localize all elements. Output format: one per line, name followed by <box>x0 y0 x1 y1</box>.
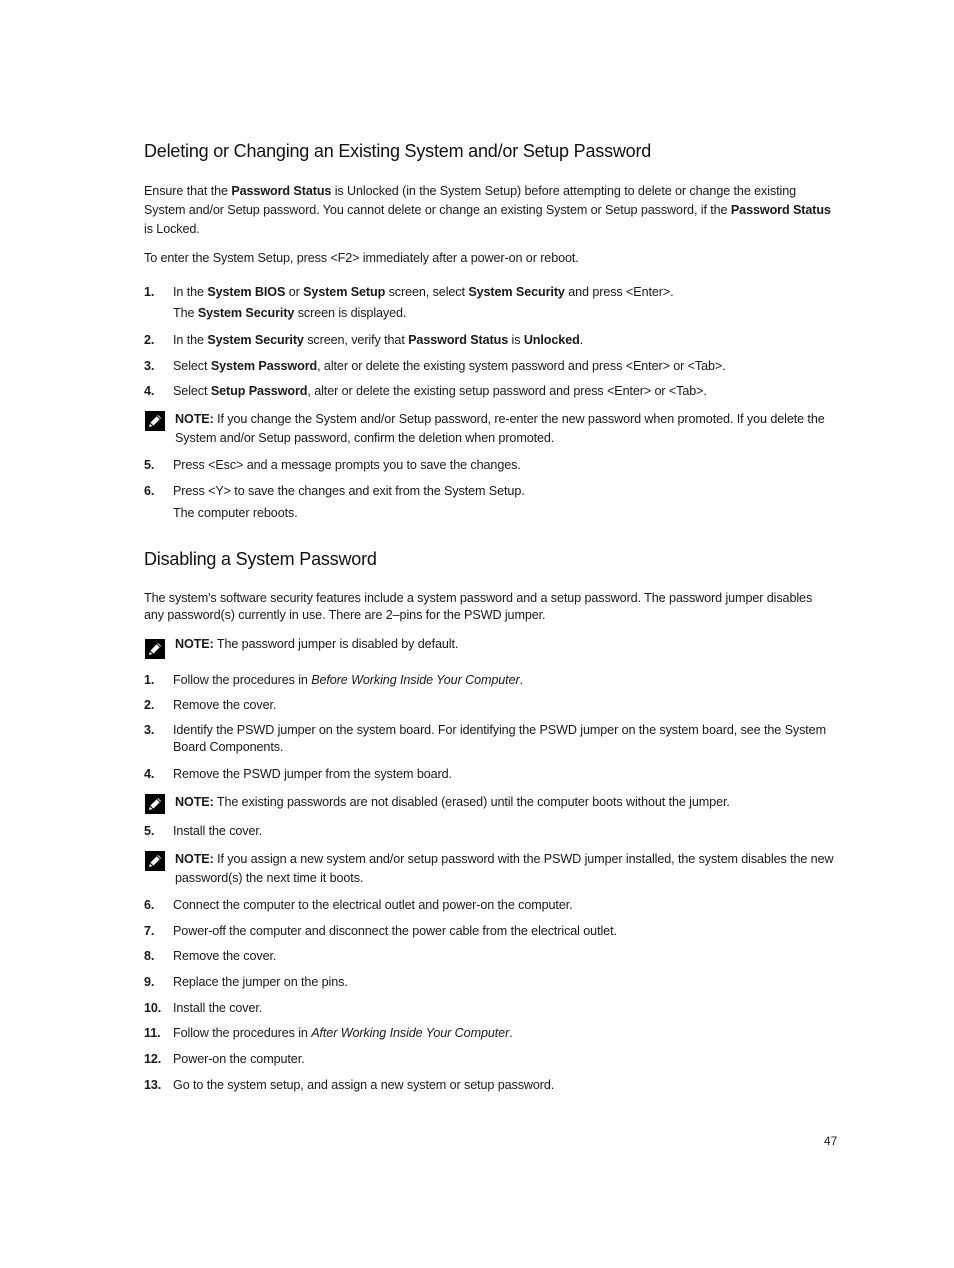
step-text <box>173 357 838 376</box>
italic-reference: After Working Inside Your Computer <box>311 1026 510 1040</box>
step-number: 5. <box>144 458 155 472</box>
step-number: 6. <box>144 898 155 912</box>
text-run: . <box>509 1026 513 1040</box>
step-number: 3. <box>144 723 155 737</box>
step-text: Remove the PSWD jumper from the system board. <box>173 767 452 781</box>
text-run: and press <Enter>. <box>564 285 674 299</box>
bold-term: System Security <box>197 306 295 320</box>
text-run: The password jumper is disabled by default. <box>213 637 459 651</box>
bold-term: Setup Password <box>210 384 308 398</box>
text-run: If you change the System and/or Setup password, re-enter the new password when promoted. If you delete the System and/or Setup password, confirm the deletion when promoted. <box>175 412 825 445</box>
section-heading-disabling-password: Disabling a System Password <box>144 549 377 569</box>
bold-term: Password Status <box>730 203 831 217</box>
step-text: Remove the cover. <box>173 698 277 712</box>
note-text <box>175 850 840 888</box>
step-text <box>173 331 838 350</box>
step-text: Install the cover. <box>173 1001 263 1015</box>
text-run: Follow the procedures in <box>173 673 312 687</box>
step-text: Power-off the computer and disconnect the power cable from the electrical outlet. <box>173 924 617 938</box>
note-label: NOTE: <box>175 795 214 809</box>
step-number: 6. <box>144 484 155 498</box>
text-run: In the <box>173 285 208 299</box>
step-text <box>173 1024 838 1043</box>
step-6-result: The computer reboots. <box>173 506 298 520</box>
step-text <box>173 283 838 302</box>
bold-term: System Password <box>210 359 318 373</box>
text-run: . <box>519 673 523 687</box>
note-text <box>175 410 840 448</box>
step-number: 4. <box>144 767 155 781</box>
text-run: screen, select <box>385 285 469 299</box>
step-number: 1. <box>144 285 155 299</box>
step-number: 13. <box>144 1078 162 1092</box>
text-run: is Unlocked (in the System Setup) before attempting to delete or change the existing System and/or Setup password. You cannot delete or change an existing System or Setup password, if the <box>144 184 797 217</box>
step-text: Go to the system setup, and assign a new system or setup password. <box>173 1078 555 1092</box>
pencil-note-icon <box>144 410 166 432</box>
step-text: Power-on the computer. <box>173 1052 305 1066</box>
step-number: 7. <box>144 924 155 938</box>
note-label: NOTE: <box>175 852 214 866</box>
text-run: screen, verify that <box>303 333 409 347</box>
bold-term: System Security <box>468 285 565 299</box>
text-run: . <box>579 333 584 347</box>
step-text: Install the cover. <box>173 824 263 838</box>
section-heading-deleting-password: Deleting or Changing an Existing System and/or Setup Password <box>144 141 652 161</box>
step-number: 5. <box>144 824 155 838</box>
intro-paragraph <box>144 182 834 239</box>
step-text: Replace the jumper on the pins. <box>173 975 348 989</box>
pencil-note-icon <box>144 793 166 815</box>
text-run: is <box>508 333 524 347</box>
bold-term: Password Status <box>408 333 509 347</box>
step-1-result <box>173 304 406 323</box>
note-label: NOTE: <box>175 412 214 426</box>
step-number: 10. <box>144 1001 162 1015</box>
text-run: screen is displayed. <box>294 306 407 320</box>
text-run: or <box>285 285 304 299</box>
bold-term: System BIOS <box>207 285 286 299</box>
text-run: In the <box>173 333 208 347</box>
text-run: , alter or delete the existing system password and press <Enter> or <Tab>. <box>317 359 726 373</box>
pencil-note-icon <box>144 850 166 872</box>
step-text: Identify the PSWD jumper on the system board. For identifying the PSWD jumper on the system board, see the System Board Components. <box>173 723 826 754</box>
text-run: If you assign a new system and/or setup password with the PSWD jumper installed, the system disables the new password(s) the next time it boots. <box>175 852 834 885</box>
step-text <box>173 671 838 690</box>
step-number: 11. <box>144 1026 161 1040</box>
text-run: Select <box>173 384 211 398</box>
bold-term: Unlocked <box>523 333 580 347</box>
text-run: Ensure that the <box>144 184 232 198</box>
text-run: The <box>173 306 198 320</box>
text-run: Select <box>173 359 211 373</box>
text-run: is Locked. <box>144 222 200 236</box>
step-number: 12. <box>144 1052 162 1066</box>
section2-intro-paragraph: The system's software security features include a system password and a setup password. The password jumper disables any password(s) currently in use. There are 2–pins for the PSWD jumper. <box>144 591 813 622</box>
text-run: , alter or delete the existing setup password and press <Enter> or <Tab>. <box>307 384 707 398</box>
bold-term: Password Status <box>231 184 332 198</box>
bold-term: System Setup <box>303 285 386 299</box>
italic-reference: Before Working Inside Your Computer <box>311 673 520 687</box>
enter-setup-paragraph: To enter the System Setup, press <F2> immediately after a power-on or reboot. <box>144 251 579 265</box>
step-number: 4. <box>144 384 155 398</box>
step-text: Press <Y> to save the changes and exit from the System Setup. <box>173 484 525 498</box>
text-run: Follow the procedures in <box>173 1026 312 1040</box>
note-text <box>175 793 840 812</box>
bold-term: System Security <box>207 333 304 347</box>
step-number: 2. <box>144 698 155 712</box>
step-text: Press <Esc> and a message prompts you to save the changes. <box>173 458 521 472</box>
note-label: NOTE: <box>175 637 214 651</box>
step-number: 1. <box>144 673 155 687</box>
step-number: 8. <box>144 949 155 963</box>
step-text: Remove the cover. <box>173 949 277 963</box>
step-number: 2. <box>144 333 155 347</box>
text-run: The existing passwords are not disabled (erased) until the computer boots without the jumper. <box>213 795 730 809</box>
step-number: 3. <box>144 359 155 373</box>
page-number: 47 <box>824 1134 838 1148</box>
pencil-note-icon <box>144 638 166 660</box>
step-text: Connect the computer to the electrical outlet and power-on the computer. <box>173 898 573 912</box>
step-text <box>173 382 838 401</box>
step-number: 9. <box>144 975 155 989</box>
note-text <box>175 635 840 654</box>
